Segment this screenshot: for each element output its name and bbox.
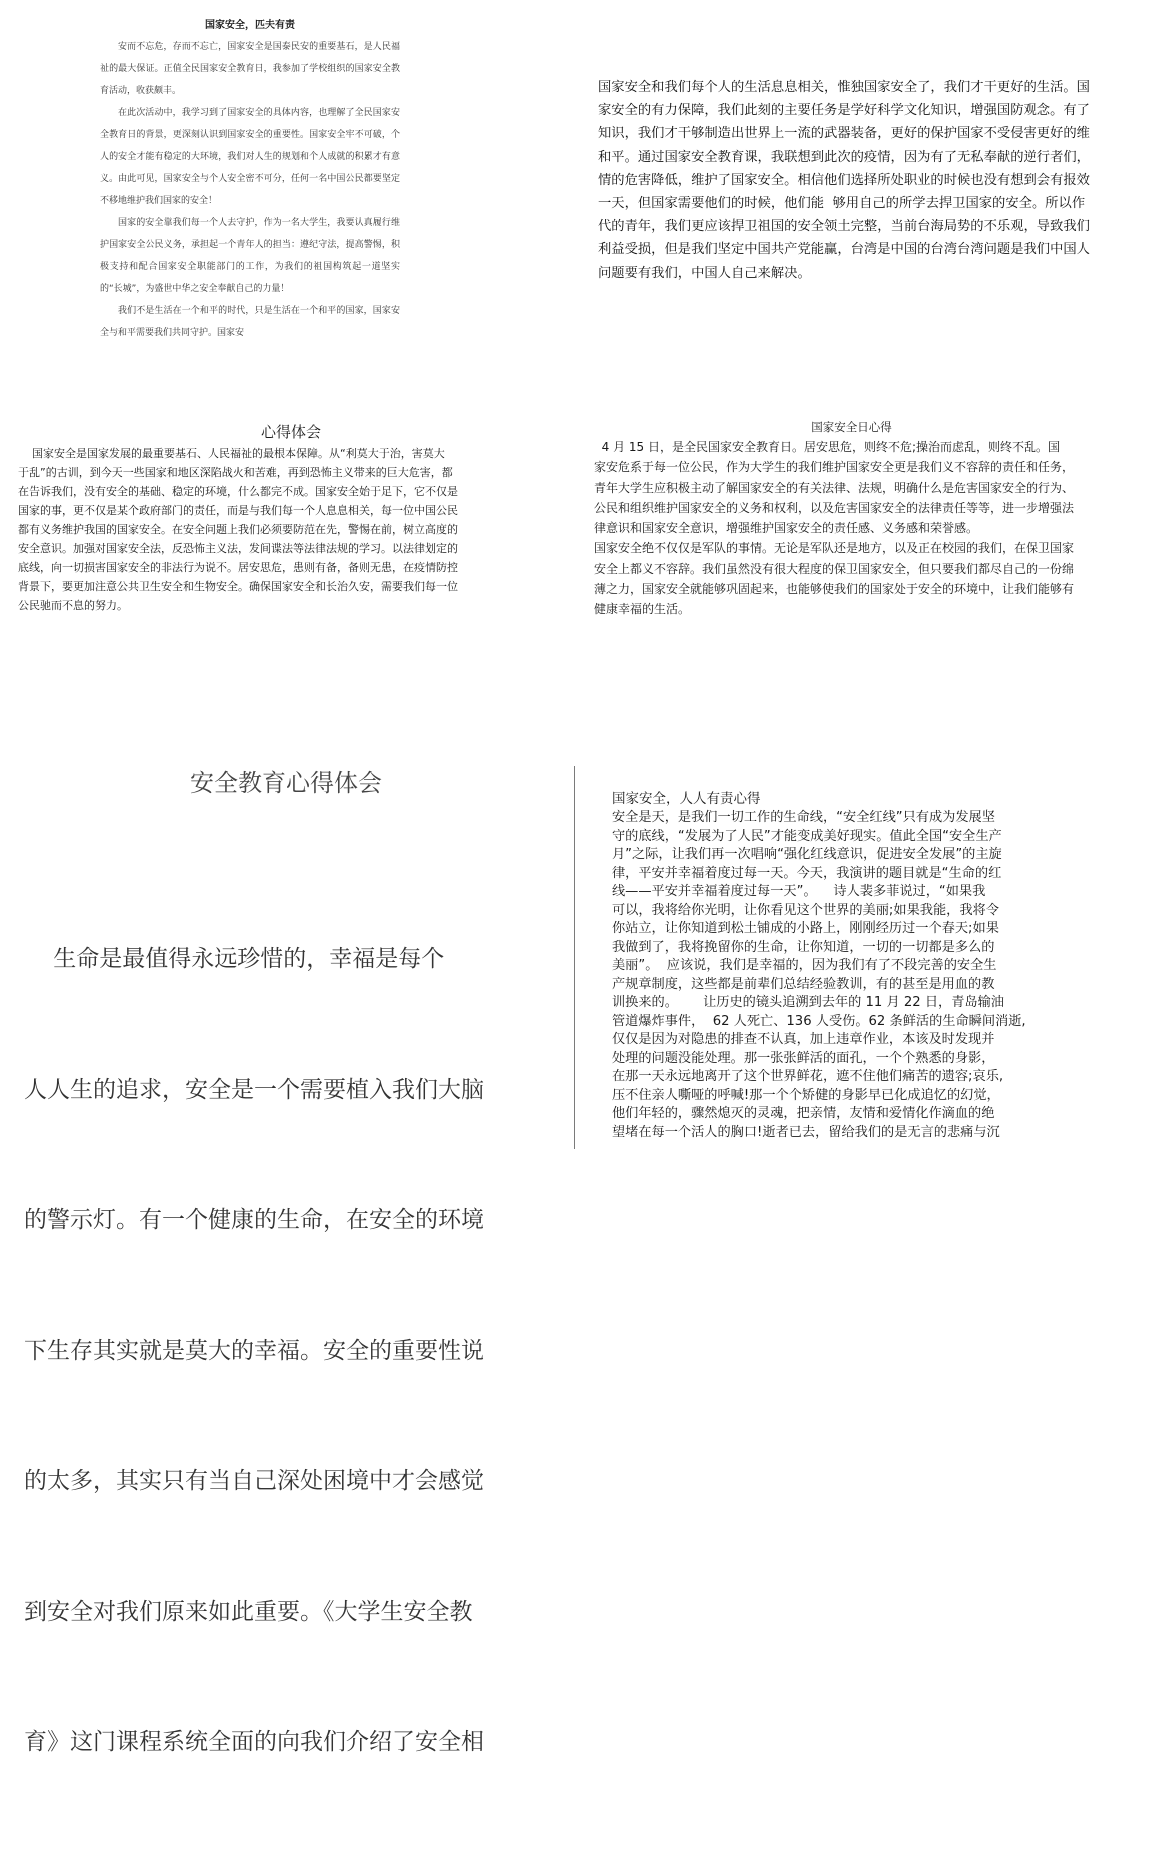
essay-line: 薄之力，国家安全就能够巩固起来，也能够使我们的国家处于安全的环境中，让我们能够有: [594, 582, 1075, 597]
essay-line: 压不住亲人嘶哑的呼喊!那一个个矫健的身影早已化成追忆的幻觉，: [612, 1087, 1000, 1103]
panel-divider: [574, 766, 575, 1149]
essay-line: 在那一天永远地离开了这个世界鲜花，遮不住他们痛苦的遗容;哀乐,: [612, 1069, 1004, 1084]
essay-paragraph: 我们不是生活在一个和平的时代，只是生活在一个和平的国家，国家安全与和平需要我们共同守护。国家安: [100, 306, 400, 338]
essay-line: 问题要有我们，中国人自己来解决。: [598, 265, 811, 281]
essay-line: 管道爆炸事件， 62 人死亡、136 人受伤。62 条鲜活的生命瞬间消逝,: [612, 1013, 1026, 1029]
essay-line: 生命是最值得永远珍惜的，幸福是每个: [24, 946, 445, 972]
essay-title: 国家安全，匹夫有责: [205, 20, 295, 31]
essay-line: 国家安全是国家发展的最重要基石、人民福祉的最根本保障。从“利莫大于治，害莫大: [18, 447, 445, 460]
essay-line: 国家安全和我们每个人的生活息息相关，惟独国家安全了，我们才干更好的生活。国: [598, 80, 1090, 95]
essay-line: 家安全的有力保障，我们此刻的主要任务是学好科学文化知识，增强国防观念。有了: [598, 103, 1090, 119]
essay-line: 都有义务维护我国的国家安全。在安全问题上我们必须要防范在先，警惕在前，树立高度的: [18, 523, 458, 536]
essay-line: 背景下，要更加注意公共卫生安全和生物安全。确保国家安全和长治久安，需要我们每一位: [18, 580, 458, 593]
essay-line: 望堵在每一个活人的胸口!逝者已去，留给我们的是无言的悲痛与沉: [612, 1124, 1000, 1140]
essay-panel-middle-right: [594, 418, 1149, 624]
essay-line: 国家的事，更不仅是某个政府部门的责任，而是与我们每一个人息息相关，每一位中国公民: [18, 504, 458, 517]
essay-panel-bottom-left: [0, 755, 572, 1755]
essay-line: 线——平安并幸福着度过每一天”。 诗人裴多菲说过，“如果我: [612, 884, 986, 899]
essay-paragraph: 安而不忘危，存而不忘亡，国家安全是国泰民安的重要基石，是人民福祉的最大保证。正值全民国家安全教育日，我参加了学校组织的国家安全教育活动，收获颇丰。: [100, 42, 400, 96]
essay-line: 的警示灯。有一个健康的生命，在安全的环境: [24, 1207, 484, 1233]
essay-line: 公民驰而不息的努力。: [18, 599, 128, 612]
essay-line: 在告诉我们，没有安全的基础、稳定的环境，什么都完不成。国家安全始于足下，它不仅是: [18, 485, 458, 498]
essay-title: 国家安全日心得: [811, 420, 892, 434]
essay-line: 我做到了，我将挽留你的生命，让你知道，一切的一切都是多么的: [612, 939, 995, 955]
essay-paragraph: 国家的安全靠我们每一个人去守护，作为一名大学生，我要认真履行维护国家安全公民义务，承担起一个青年人的担当：遵纪守法，提高警惕，积极支持和配合国家安全职能部门的工作，为我们的祖国构筑起一道坚实的“长城”，为盛世中华之安全奉献自己的力量！: [100, 218, 400, 294]
essay-line: 公民和组织维护国家安全的义务和权利，以及危害国家安全的法律责任等等，进一步增强法: [594, 500, 1075, 515]
essay-line: 青年大学生应积极主动了解国家安全的有关法律、法规，明确什么是危害国家安全的行为、: [594, 480, 1075, 495]
essay-title: 心得体会: [260, 423, 321, 441]
essay-line: 情的危害降低，维护了国家安全。相信他们选择所处职业的时候也没有想到会有报效: [598, 172, 1090, 188]
essay-line: 利益受损，但是我们坚定中国共产党能赢，台湾是中国的台湾台湾问题是我们中国人: [598, 242, 1090, 258]
essay-body: [24, 851, 564, 1852]
essay-line: 的太多，其实只有当自己深处困境中才会感觉: [24, 1468, 484, 1494]
essay-line: 到安全对我们原来如此重要。《大学生安全教: [24, 1598, 473, 1625]
essay-panel-bottom-right: [612, 790, 1149, 1149]
essay-line: 仅仅是因为对隐患的排查不认真，加上违章作业，本该及时发现并: [612, 1032, 995, 1047]
essay-line: 律，平安并幸福着度过每一天。今天，我演讲的题目就是“生命的红: [612, 865, 1002, 881]
essay-line: 守的底线，“发展为了人民”才能变成美好现实。值此全国“安全生产: [612, 828, 1002, 844]
essay-line: 安全上都义不容辞。我们虽然没有很大程度的保卫国家安全，但只要我们都尽自己的一份绵: [594, 561, 1075, 576]
essay-line: 一天，但国家需要他们的时候，他们能 够用自己的所学去捍卫国家的安全。所以作: [598, 196, 1086, 212]
essay-paragraph: 在此次活动中，我学习到了国家安全的具体内容，也理解了全民国家安全教育日的背景，更深刻认识到国家安全的重要性。国家安全牢不可破，个人的安全才能有稳定的大环境，我们对人生的规划和个人成就的积累才有意义。由此可见，国家安全与个人安全密不可分，任何一名中国公民都要坚定不移地维护我们国家的安全！: [100, 108, 400, 206]
essay-line: 家安危系于每一位公民，作为大学生的我们维护国家安全更是我们义不容辞的责任和任务，: [594, 460, 1075, 475]
essay-line: 律意识和国家安全意识，增强维护国家安全的责任感、义务感和荣誉感。: [594, 521, 979, 536]
essay-panel-middle-left: [18, 420, 534, 625]
essay-line: 他们年轻的，骤然熄灭的灵魂，把亲情，友情和爱情化作滴血的绝: [612, 1106, 995, 1121]
essay-panel-top-left: [100, 16, 400, 388]
essay-line: 美丽”。 应该说，我们是幸福的，因为我们有了不段完善的安全生: [612, 958, 997, 973]
essay-line: 训换来的。 让历史的镜头追溯到去年的 11 月 22 日，青岛输油: [612, 995, 1004, 1010]
essay-line: 于乱”的古训，到今天一些国家和地区深陷战火和苦难，再到恐怖主义带来的巨大危害，都: [18, 466, 453, 479]
essay-title: 安全教育心得体会: [190, 769, 382, 797]
essay-line: 和平。通过国家安全教育课，我联想到此次的疫情，因为有了无私奉献的逆行者们，: [598, 149, 1090, 165]
essay-line: 安全是天，是我们一切工作的生命线，“安全红线”只有成为发展坚: [612, 810, 995, 825]
essay-line: 产规章制度，这些都是前辈们总结经验教训，有的甚至是用血的教: [612, 976, 995, 992]
essay-line: 你站立，让你知道到松土铺成的小路上，刚刚经历过一个春天;如果: [612, 921, 999, 936]
essay-line: 月”之际，让我们再一次唱响“强化红线意识，促进安全发展”的主旋: [612, 847, 1002, 862]
essay-line: 国家安全绝不仅仅是军队的事情。无论是军队还是地方，以及正在校园的我们，在保卫国家: [594, 541, 1075, 556]
essay-line: 4 月 15 日，是全民国家安全教育日。居安思危，则终不危;操治而虑乱，则终不乱。国: [594, 440, 1061, 454]
essay-line: 底线，向一切损害国家安全的非法行为说不。居安思危，患则有备，备则无患，在疫情防控: [18, 561, 458, 574]
essay-line: 处理的问题没能处理。那一张张鲜活的面孔，一个个熟悉的身影，: [612, 1050, 995, 1066]
essay-panel-top-right: [598, 76, 1149, 286]
essay-title: 国家安全，人人有责心得: [612, 791, 761, 807]
essay-line: 知识，我们才干够制造出世界上一流的武器装备，更好的保护国家不受侵害更好的维: [598, 126, 1090, 142]
essay-line: 人人生的追求，安全是一个需要植入我们大脑: [24, 1076, 484, 1103]
essay-line: 健康幸福的生活。: [594, 602, 691, 617]
essay-line: 代的青年，我们更应该捍卫祖国的安全领土完整，当前台海局势的不乐观，导致我们: [598, 219, 1090, 235]
essay-line: 可以，我将给你光明，让你看见这个世界的美丽;如果我能，我将令: [612, 902, 999, 918]
essay-line: 育》这门课程系统全面的向我们介绍了安全相: [24, 1729, 484, 1755]
essay-line: 下生存其实就是莫大的幸福。安全的重要性说: [24, 1337, 484, 1364]
essay-line: 安全意识。加强对国家安全法，反恐怖主义法，发间谍法等法律法规的学习。以法律划定的: [18, 542, 458, 555]
